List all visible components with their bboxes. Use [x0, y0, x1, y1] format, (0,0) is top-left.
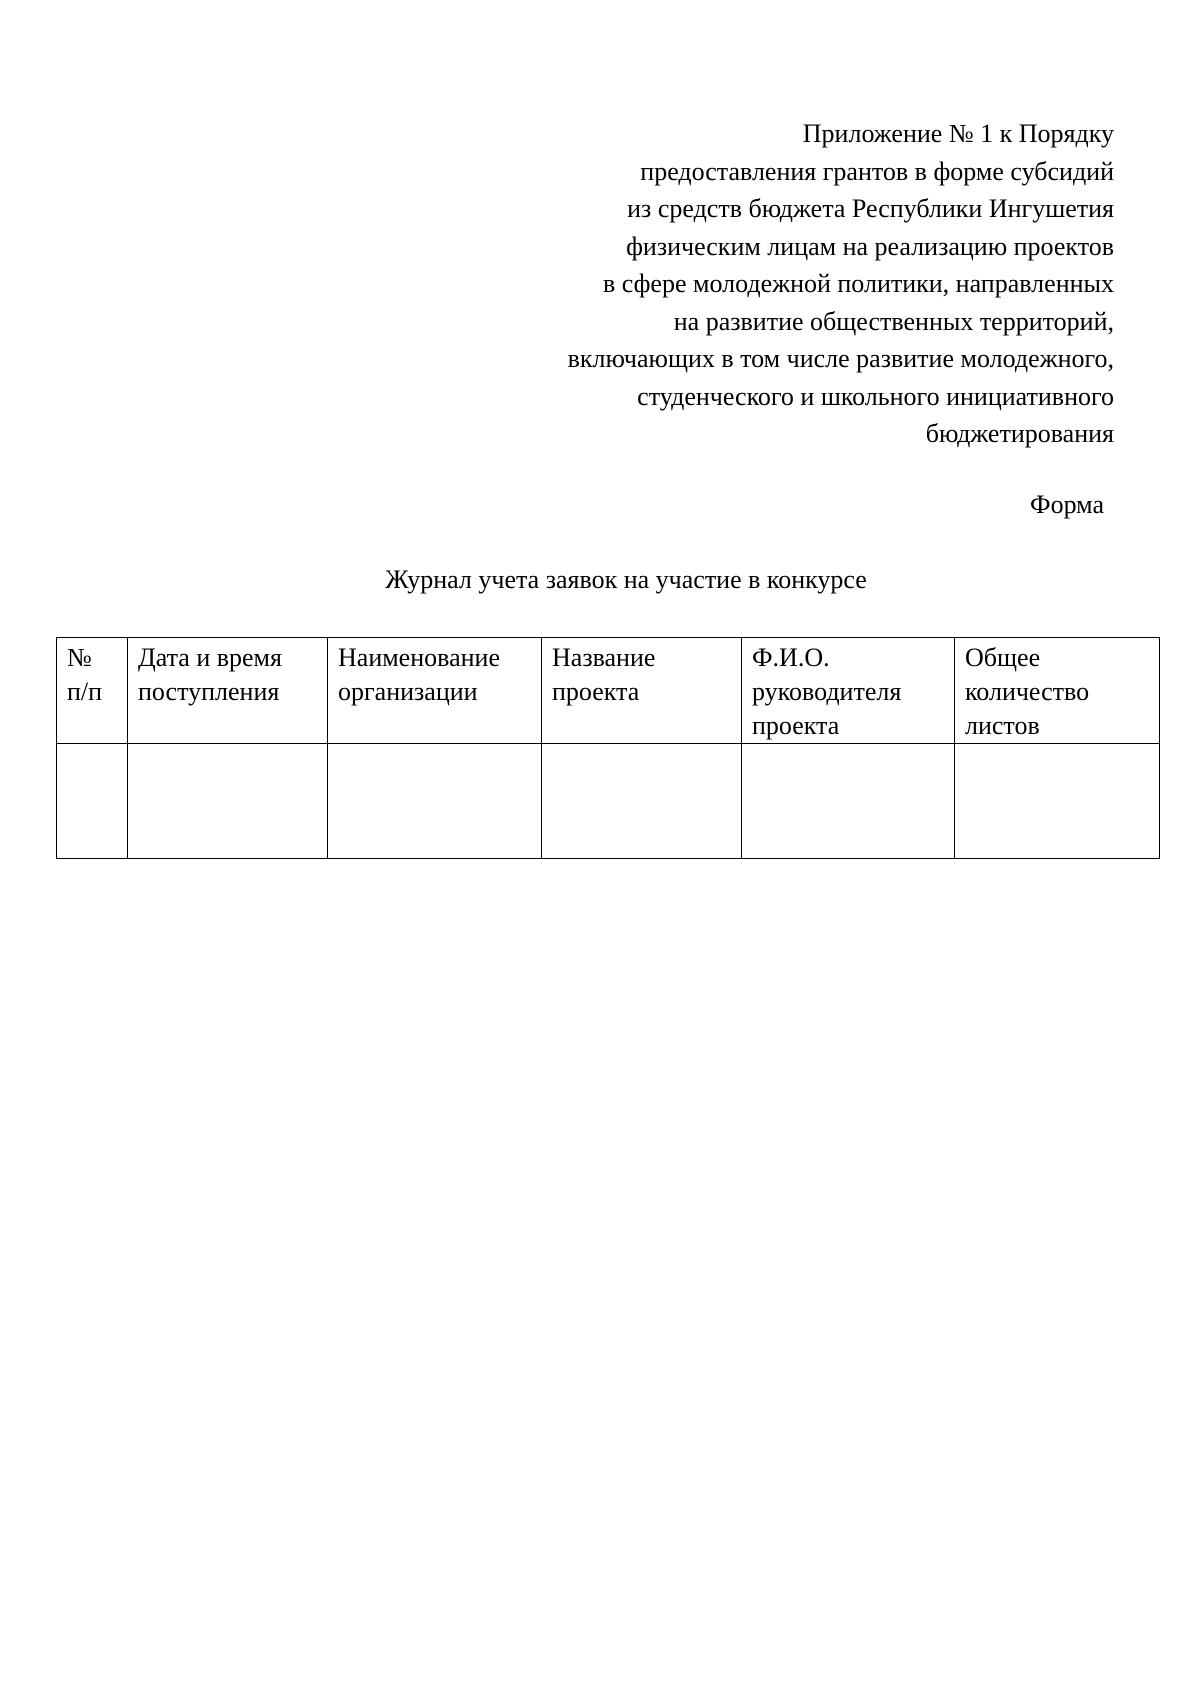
header-line: проекта: [752, 711, 840, 740]
table-cell: [128, 744, 328, 859]
header-line: проекта: [552, 677, 640, 706]
appendix-line: на развитие общественных территорий,: [673, 306, 1114, 336]
header-line: поступления: [138, 677, 280, 706]
appendix-line: физическим лицам на реализацию проектов: [626, 231, 1114, 261]
appendix-line: включающих в том числе развитие молодежного,: [567, 344, 1114, 373]
header-line: руководителя: [752, 677, 902, 706]
table-cell: [542, 744, 742, 859]
header-project-leader: [742, 638, 955, 744]
journal-table: [56, 637, 1160, 859]
header-line: листов: [965, 711, 1040, 740]
header-line: количество: [965, 677, 1090, 706]
header-line: Общее: [965, 643, 1041, 672]
journal-title: Журнал учета заявок на участие в конкурсе: [385, 565, 867, 594]
header-line: №: [67, 643, 92, 672]
header-line: Наименование: [338, 643, 500, 672]
header-number: [57, 638, 128, 744]
table-row: [57, 744, 1160, 859]
appendix-line: бюджетирования: [925, 419, 1114, 448]
appendix-line: предоставления грантов в форме субсидий: [640, 156, 1114, 186]
appendix-line: студенческого и школьного инициативного: [637, 381, 1114, 411]
header-sheet-count: [955, 638, 1160, 744]
appendix-line: из средств бюджета Республики Ингушетия: [627, 194, 1114, 223]
header-organization: [328, 638, 542, 744]
table-cell: [955, 744, 1160, 859]
header-line: Ф.И.О.: [752, 643, 830, 672]
header-project-name: [542, 638, 742, 744]
appendix-line: в сфере молодежной политики, направленных: [602, 269, 1114, 298]
appendix-header: [414, 115, 1114, 453]
header-line: Дата и время: [138, 643, 282, 672]
table-cell: [57, 744, 128, 859]
table-cell: [742, 744, 955, 859]
header-line: п/п: [67, 677, 103, 706]
table-header-row: [57, 638, 1160, 744]
header-line: Название: [552, 643, 656, 672]
appendix-line: Приложение № 1 к Порядку: [802, 119, 1114, 148]
header-line: организации: [338, 677, 478, 706]
form-label: Форма: [1030, 490, 1104, 519]
header-date-time: [128, 638, 328, 744]
table-cell: [328, 744, 542, 859]
